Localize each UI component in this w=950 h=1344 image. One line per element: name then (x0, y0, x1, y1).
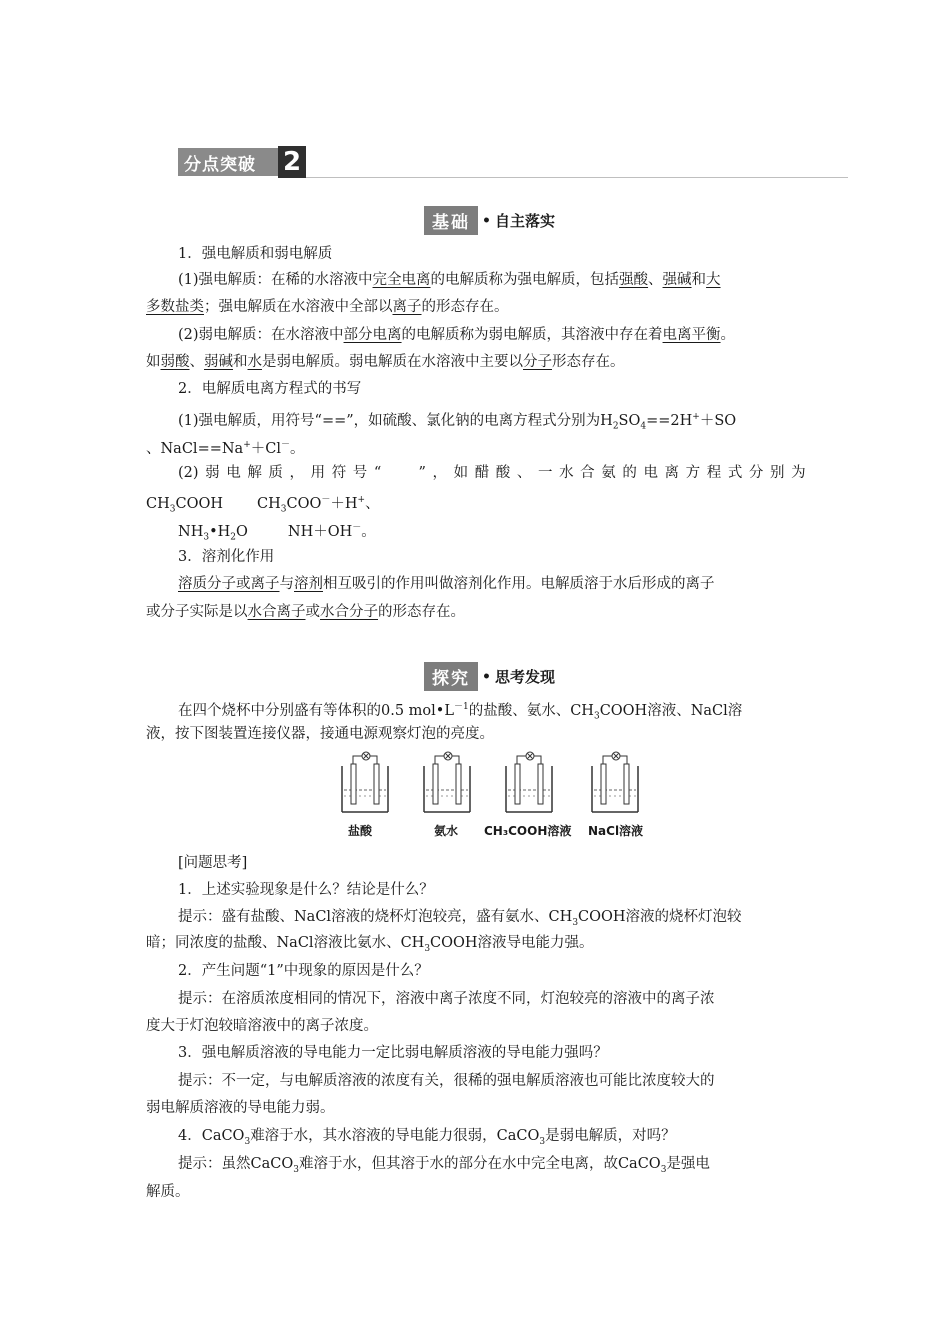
beaker-3 (506, 752, 552, 812)
p2c-char: 质 (268, 465, 283, 481)
p2d-sub1: 3 (169, 504, 176, 515)
q4-b: 难溶于水，其水溶液的导电能力很弱，CaCO (250, 1128, 540, 1144)
answer-3-line-2: 弱电解质溶液的导电能力弱。 (146, 1100, 335, 1116)
p1a-underline-3: 强碱 (662, 272, 692, 288)
a4-c: 是强电 (666, 1156, 710, 1172)
p2c-char: 一 (537, 465, 553, 481)
p2d-b: COOH (175, 495, 223, 512)
question-4 (178, 1126, 676, 1152)
p2c-char: ， (432, 465, 448, 481)
p1b-underline-6: 离子 (392, 299, 422, 315)
p1a-underline-1: 完全电离 (372, 272, 431, 288)
q4-c: 是弱电解质，对吗？ (545, 1128, 676, 1144)
intro1-a: 在四个烧杯中分别盛有等体积的0.5 mol•L (178, 702, 454, 719)
answer-1-line-2 (146, 933, 594, 959)
p2a-line (178, 407, 736, 437)
answer-2-line-1: 提示：在溶质浓度相同的情况下，溶液中离子浓度不同，灯泡较亮的溶液中的离子浓 (178, 991, 715, 1007)
p2c-char: ， (289, 465, 305, 481)
p2b-line (146, 435, 305, 459)
p1a-underline-2: 强酸 (619, 272, 649, 288)
q4-sub2: 3 (539, 1136, 546, 1147)
beaker-2 (424, 752, 470, 812)
question-1: 1．上述实验现象是什么？结论是什么？ (178, 882, 434, 898)
basics-heading (424, 206, 555, 235)
p3-title: 3．溶剂化作用 (178, 549, 275, 565)
a1-d: COOH溶液导电能力强。 (430, 935, 594, 951)
intro1-sup: －1 (453, 702, 469, 712)
explore-heading-dot: • (482, 668, 491, 685)
p2a-text2: SO (618, 412, 641, 429)
p2e-line (178, 518, 376, 548)
beaker-diagram-svg (330, 750, 650, 820)
intro1-b: 的盐酸、氨水、CH (468, 702, 594, 719)
p1a-sep1: 、 (648, 272, 663, 288)
p3a-underline-1: 溶质分子或离子 (178, 576, 280, 592)
p2a-sub1: 2 (612, 421, 619, 432)
a1-sub: 3 (572, 917, 579, 928)
p2a-sub2: 4 (640, 421, 647, 432)
p2a-text4: ＋SO (699, 412, 737, 429)
a4-sub1: 3 (293, 1164, 299, 1175)
p2c-char: 氨 (601, 465, 616, 481)
p2c-char (388, 463, 412, 483)
p1d-underline-4: 分子 (523, 354, 552, 370)
p3b-prefix: 或分子实际是以 (146, 604, 248, 620)
p1a-line (178, 270, 721, 290)
diagram-label-2: 氨水 (434, 824, 459, 838)
beaker-diagram (330, 750, 650, 840)
intro2-line: 液，按下图装置连接仪器，接通电源观察灯泡的亮度。 (146, 726, 494, 742)
p2b-sup2: － (280, 440, 290, 450)
p3a-underline-2: 溶剂 (294, 576, 323, 592)
p2d-d: COO (286, 495, 322, 512)
p1b-end: 的形态存在。 (421, 299, 509, 315)
p1a-sep2: 和 (691, 272, 707, 288)
section-badge-text: 分点突破 (184, 154, 256, 175)
p2c-char: 为 (791, 465, 806, 481)
p2b-text3: 。 (290, 440, 305, 457)
p2d-sup2: + (357, 495, 366, 505)
a1-b: COOH溶液的烧杯灯泡较 (578, 909, 742, 925)
diagram-label-3: CH₃COOH溶液 (484, 824, 572, 838)
p2e-sup1: － (352, 523, 362, 533)
a4-sub2: 3 (660, 1164, 667, 1175)
beaker-4 (592, 752, 638, 812)
p2c-char: 方 (685, 465, 701, 481)
section-header (178, 144, 848, 180)
a1-c: 暗；同浓度的盐酸、NaCl溶液比氨水、CH (146, 935, 425, 951)
a1-a: 提示：盛有盐酸、NaCl溶液的烧杯灯泡较亮，盛有氨水、CH (178, 909, 573, 925)
p1c-underline-2: 电离平衡 (662, 327, 721, 343)
p2e-a: NH (178, 523, 204, 540)
q4-sub1: 3 (244, 1136, 251, 1147)
p1a-underline-4: 大 (706, 272, 721, 288)
p3b-underline-1: 水合离子 (247, 604, 306, 620)
p1c-underline-1: 部分电离 (343, 327, 402, 343)
p2b-text: 、NaCl==Na (146, 440, 244, 457)
p2c-char: 用 (310, 465, 326, 481)
p1d-sep2: 和 (233, 354, 248, 370)
a4-b: 难溶于水，但其溶于水的部分在水中完全电离，故CaCO (298, 1156, 661, 1172)
p2c-char: ” (418, 465, 426, 481)
p3b-line (146, 602, 465, 622)
questions-header: [问题思考] (178, 855, 248, 871)
basics-heading-text: 自主落实 (494, 212, 555, 230)
p2c-char: 分 (748, 465, 764, 481)
a4-a: 提示：虽然CaCO (178, 1156, 294, 1172)
p1d-underline-3: 水 (247, 354, 262, 370)
p3a-line (178, 574, 715, 594)
p1d-underline-1: 弱酸 (160, 354, 190, 370)
p1b-line (146, 297, 509, 317)
p2c-char: 的 (622, 465, 637, 481)
p2b-sup1: + (243, 440, 251, 450)
p2c-char: “ (373, 465, 382, 481)
p1c-prefix: (2)弱电解质：在水溶液中 (178, 327, 344, 343)
intro1-line (178, 697, 742, 727)
question-2: 2．产生问题“1”中现象的原因是什么？ (178, 963, 429, 979)
p3a-sep: 与 (279, 576, 294, 592)
a1-sub2: 3 (424, 943, 431, 954)
section-badge-number: 2 (278, 146, 306, 178)
p2c-char: 水 (559, 465, 574, 481)
p2c-char: 如 (453, 465, 469, 481)
p2b-text2: ＋Cl (250, 440, 281, 457)
p2d-a: CH (146, 495, 170, 512)
p2d-line (146, 490, 380, 520)
p2d-sup1: － (321, 495, 331, 505)
basics-heading-dot: • (482, 212, 491, 229)
p2c-char: 号 (352, 465, 368, 481)
p2c-char: 符 (331, 465, 347, 481)
section-badge (178, 148, 306, 176)
p2c-line (178, 463, 806, 483)
diagram-label-1: 盐酸 (348, 824, 373, 838)
section-rule (306, 177, 848, 178)
p2e-sub2: 2 (230, 532, 237, 543)
p2-title: 2．电解质电离方程式的书写 (178, 381, 362, 397)
p2e-c: O (236, 523, 248, 540)
p2d-sub2: 3 (280, 504, 287, 515)
p2a-text3: ==2H (646, 412, 693, 429)
p2c-char: 别 (770, 465, 785, 481)
answer-4-line-2: 解质。 (146, 1184, 190, 1200)
p1a-prefix: (1)强电解质：在稀的水溶液中 (178, 272, 373, 288)
p1b-underline-5: 多数盐类 (146, 299, 204, 315)
p3b-underline-2: 水合分子 (320, 604, 378, 620)
p1b-mid: ；强电解质在水溶液中全部以 (204, 299, 393, 315)
p2c-char: 离 (664, 465, 680, 481)
beaker-1 (342, 752, 388, 812)
p2c-char: 电 (643, 465, 658, 481)
answer-2-line-2: 度大于灯泡较暗溶液中的离子浓度。 (146, 1018, 378, 1034)
p1d-prefix: 如 (146, 354, 161, 370)
p2c-char: 醋 (474, 465, 490, 481)
intro1-c: COOH溶液、NaCl溶 (599, 702, 743, 719)
p2c-char: 程 (706, 465, 722, 481)
p1d-line (146, 352, 625, 372)
p2c-char: 酸 (495, 465, 511, 481)
p1a-mid: 的电解质称为强电解质，包括 (430, 272, 620, 288)
p1d-mid: 是弱电解质。弱电解质在水溶液中主要以 (262, 354, 523, 370)
p2e-sub1: 3 (203, 532, 210, 543)
intro1-sub: 3 (593, 711, 600, 722)
p2c-char: 合 (580, 465, 595, 481)
p2a-text: (1)强电解质，用符号“==”，如硫酸、氯化钠的电离方程式分别为H (178, 412, 613, 429)
explore-heading (424, 662, 555, 691)
p2c-char: 、 (516, 465, 532, 481)
p2c-char: 电 (226, 465, 241, 481)
p1d-underline-2: 弱碱 (204, 354, 233, 370)
explore-heading-box: 探究 (424, 662, 478, 691)
p1d-sep1: 、 (189, 354, 204, 370)
p3b-end: 的形态存在。 (378, 604, 465, 620)
p1d-end: 形态存在。 (552, 354, 625, 370)
p2c-char: 式 (727, 465, 743, 481)
p2a-sup1: + (692, 412, 700, 422)
answer-4-line-1 (178, 1154, 710, 1180)
p2c-char: 解 (247, 465, 262, 481)
p2e-d: NH＋OH (287, 523, 353, 540)
p2d-f: 、 (365, 495, 380, 512)
p2e-e: 。 (361, 523, 376, 540)
answer-1-line-1 (178, 907, 742, 933)
p1c-line (178, 325, 735, 345)
diagram-label-4: NaCl溶液 (588, 824, 644, 838)
p2d-e: ＋H (330, 495, 358, 512)
p3a-rest: 相互吸引的作用叫做溶剂化作用。电解质溶于水后形成的离子 (323, 576, 715, 592)
p2e-b: •H (209, 523, 231, 540)
p1c-end: 。 (720, 327, 736, 343)
p2d-c: CH (257, 495, 281, 512)
basics-heading-box: 基础 (424, 206, 478, 235)
p1-title: 1．强电解质和弱电解质 (178, 246, 333, 262)
p2c-char: (2) (178, 465, 199, 481)
p2c-char: 弱 (205, 465, 220, 481)
explore-heading-text: 思考发现 (494, 668, 555, 686)
answer-3-line-1: 提示：不一定，与电解质溶液的浓度有关，很稀的强电解质溶液也可能比浓度较大的 (178, 1073, 715, 1089)
p3b-sep: 或 (305, 604, 320, 620)
p1c-mid: 的电解质称为弱电解质，其溶液中存在着 (401, 327, 663, 343)
q4-a: 4．CaCO (178, 1128, 245, 1144)
question-3: 3．强电解质溶液的导电能力一定比弱电解质溶液的导电能力强吗？ (178, 1045, 608, 1061)
